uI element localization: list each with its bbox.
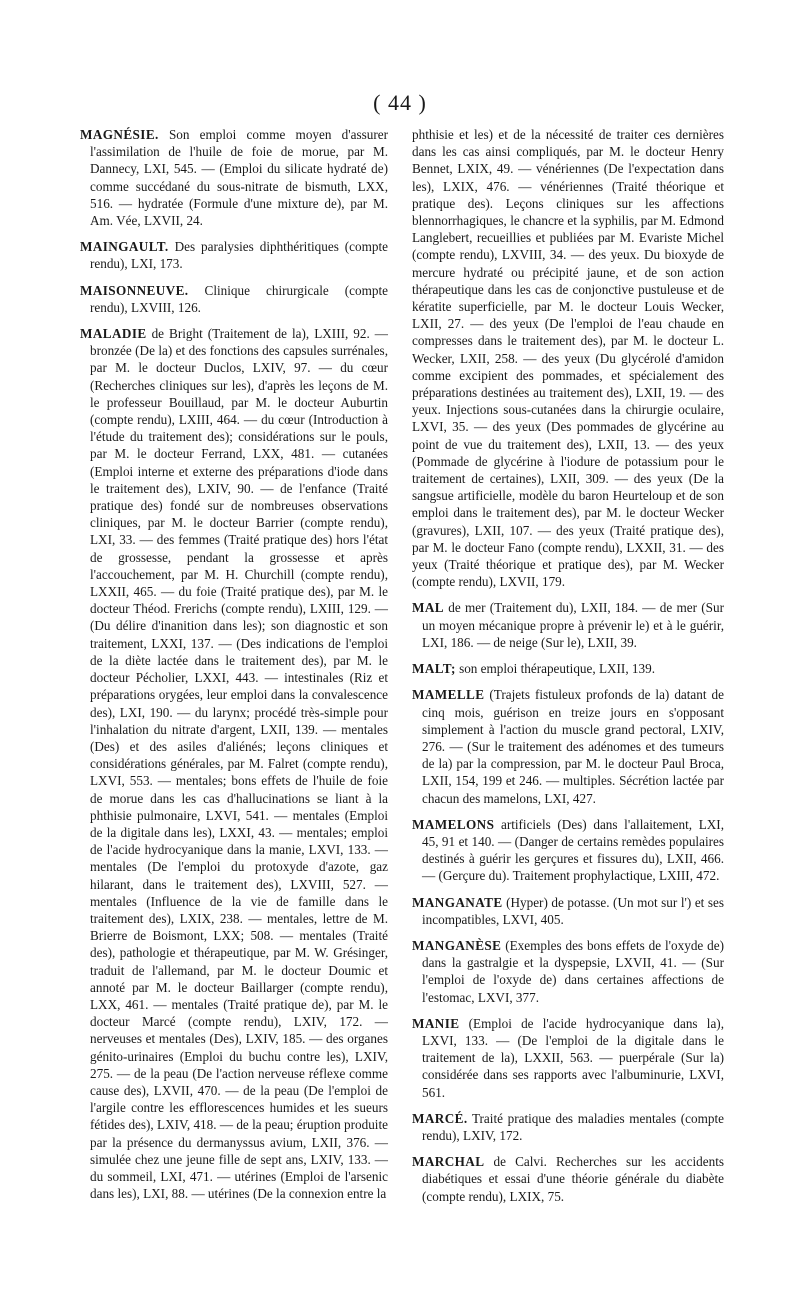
- entry-headword: MAISONNEUVE.: [80, 282, 189, 298]
- index-entry: [412, 894, 724, 928]
- entry-text: artificiels (Des) dans l'allaitement, LXI, 45, 91 et 140. — (Danger de certains remèdes populaires destinés à guérir les gerçures et fissures du), LXII, 466. — (Gerçure du). Traitement prophylactique, LXIII, 472.: [422, 816, 724, 884]
- index-entry: [412, 599, 724, 651]
- entry-text: de Calvi. Recherches sur les accidents diabétiques et essai d'une théorie générale du diabète (compte rendu), LXIX, 75.: [422, 1154, 724, 1204]
- entry-text: phthisie et les) et de la nécessité de traiter ces dernières dans les cas ainsi compliqués, par M. le docteur Henry Bennet, LXIX, 49. — vénériennes (De l'expectation dans les), LXIX, 476. — vénériennes (Traité théorique et pratique des). Leçons cliniques sur les affections blennorrhagiques, le chancre et la syphilis, par M. Edmond Langlebert, recueillies et publiées par M. Evariste Michel (compte rendu), LXVIII, 34. — des yeux. Du bioxyde de mercure hydraté ou précipité jaune, et de son action thérapeutique dans les cas de conjonctive pustuleuse et de kératite superficielle, par M. le docteur Louis Wecker, LXII, 27. — des yeux (De l'emploi de l'eau chaude en compresses dans le traitement des), par M. le docteur L. Wecker, LXII, 258. — des yeux (Du glycérolé d'amidon comme excipient des pommades, et spécialement des préparations destinées au traitement des), LXII, 19. — des yeux. Injections sous-cutanées dans la chirurgie oculaire, LXVI, 35. — des yeux (Des pommades de glycérine au point de vue du traitement des), LXII, 13. — des yeux (Pommade de glycérine à l'iodure de potassium pour le traitement de certaines), LXII, 309. — des yeux (De la sangsue artificielle, modèle du baron Heurteloup et de son emploi dans le traitement des), par M. le docteur Wecker (gravures), LXII, 107. — des yeux (Traité pratique des), par M. le docteur Fano (compte rendu), LXXII, 31. — des yeux (Traité théorique et pratique des), par M. Wecker (compte rendu), LXVII, 179.: [412, 127, 724, 590]
- entry-text: Traité pratique des maladies mentales (compte rendu), LXIV, 172.: [422, 1110, 724, 1143]
- entry-text: Clinique chirurgicale (compte rendu), LXVIII, 126.: [90, 282, 388, 315]
- entry-headword: MANGANÈSE: [412, 937, 502, 953]
- entry-headword: MARCÉ.: [412, 1110, 468, 1126]
- entry-headword: MALT;: [412, 661, 456, 677]
- entry-text: (Hyper) de potasse. (Un mot sur l') et ses incompatibles, LXVI, 405.: [422, 894, 724, 927]
- index-entry: [412, 1015, 724, 1101]
- entry-text: de mer (Traitement du), LXII, 184. — de mer (Sur un moyen mécanique propre à prévenir le) et à le guérir, LXI, 186. — de neige (Sur le), LXII, 39.: [422, 600, 724, 650]
- entry-text: son emploi thérapeutique, LXII, 139.: [455, 661, 655, 677]
- left-column: [80, 126, 388, 1211]
- entry-headword: MANGANATE: [412, 894, 503, 910]
- entry-text: Des paralysies diphthéritiques (compte rendu), LXI, 173.: [90, 239, 388, 272]
- index-entry: [412, 1153, 724, 1205]
- right-column: [412, 126, 724, 1214]
- entry-text: (Emploi de l'acide hydrocyanique dans la), LXVI, 133. — (De l'emploi de la digitale dans le traitement de la), LXXII, 563. — puerpérale (Sur la) considérée dans ses rapports avec l'albuminurie, LXVI, 561.: [422, 1015, 724, 1100]
- entry-text: (Trajets fistuleux profonds de la) datant de cinq mois, guérison en treize jours en s'opposant simplement à l'action du muscle grand pectoral, LXIV, 276. — (Sur le traitement des adénomes et des tumeurs de la) par la compression, par M. le docteur Paul Broca, LXII, 154, 199 et 246. — multiples. Sécrétion lactée par chacun des mamelons, LXI, 427.: [422, 687, 724, 806]
- index-entry: [412, 1110, 724, 1144]
- entry-headword: MAL: [412, 600, 444, 616]
- entry-headword: MAGNÉSIE.: [80, 127, 159, 142]
- entry-text: (Exemples des bons effets de l'oxyde de) dans la gastralgie et la dyspepsie, LXVII, 41. — (Sur l'emploi de l'oxyde de) dans certaines affections de l'estomac, LXVI, 377.: [422, 937, 724, 1005]
- index-entry: [80, 238, 388, 272]
- entry-headword: MANIE: [412, 1015, 460, 1031]
- index-entry: [412, 660, 724, 677]
- page-number: ( 44 ): [373, 90, 427, 115]
- index-entry: [80, 126, 388, 229]
- index-entry: [412, 816, 724, 885]
- entry-text: Son emploi comme moyen d'assurer l'assimilation de l'huile de foie de morue, par M. Dannecy, LXI, 545. — (Emploi du silicate hydraté de) comme succédané du sous-nitrate de bismuth, LXX, 516. — hydratée (Formule d'une mixture de), par M. Am. Vée, LXVII, 24.: [90, 127, 388, 229]
- index-entry: [412, 937, 724, 1006]
- entry-text: de Bright (Traitement de la), LXIII, 92. — bronzée (De la) et des fonctions des capsules surrénales, par M. le docteur Duclos, LXIV, 97. — du cœur (Recherches cliniques sur les), d'après les leçons de M. le professeur Bouillaud, par M. le docteur Auburtin (compte rendu), LXIII, 464. — du cœur (Introduction à l'étude du traitement des); considérations sur le pouls, par M. le docteur Ferrand, LXX, 481. — cutanées (Emploi interne et externe des préparations d'iode dans le traitement des), LXIV, 90. — de l'enfance (Traité pratique des) fondé sur de nombreuses observations cliniques, par M. le docteur Barrier (compte rendu), LXI, 33. — des femmes (Traité pratique des) hors l'état de grossesse, pendant la grossesse et après l'accouchement, par M. H. Churchill (compte rendu), LXXII, 465. — du foie (Traité pratique des), par M. le docteur Théod. Frerichs (compte rendu), LXIII, 129. — (Du délire d'inanition dans les); son diagnostic et son traitement, LXXI, 137. — (Des indications de l'emploi de la diète lactée dans le traitement des), par M. le docteur Pécholier, LXXI, 443. — intestinales (Riz et préparations orygées, leur emploi dans la convalescence des), LXI, 190. — du larynx; procédé très-simple pour l'inhalation du nitrate d'argent, LXII, 139. — mentales (Des) et des asiles d'aliénés; leçons cliniques et considérations générales, par M. Falret (compte rendu), LXVI, 553. — mentales; bons effets de l'huile de foie de morue dans les cas d'hallucinations se liant à la phthisie pulmonaire, LXVI, 541. — mentales (Emploi de la digitale dans les), LXXI, 43. — mentales; emploi de l'acide hydrocyanique dans la manie, LXVI, 133. — mentales (De l'emploi du protoxyde d'azote, gaz hilarant, dans le traitement des), LXVIII, 527. — mentales (Influence de la vie de famille dans le traitement des), LXIX, 238. — mentales, lettre de M. Brierre de Boismont, LXX; 508. — mentales (Traité des), pathologie et thérapeutique, par M. W. Grésinger, traduit de l'allemand, par M. le docteur Doumic et annoté par M. le docteur Baillarger (compte rendu), LXX, 461. — mentales (Traité pratique de), par M. le docteur Marcé (compte rendu), LXIV, 172. — nerveuses et mentales (Des), LXIV, 185. — des organes génito-urinaires (Emploi du buchu contre les), LXIV, 275. — de la peau (De l'action nerveuse réflexe comme cause des), LXVII, 470. — de la peau (De l'emploi de l'argile contre les efflorescences humides et les sueurs fétides des), LXIV, 418. — de la peau; éruption produite par la présence du dermanyssus avium, LXII, 376. — simulée chez une jeune fille de sept ans, LXIV, 133. — du sommeil, LXI, 471. — utérines (Emploi de l'arsenic dans les), LXI, 88. — utérines (De la connexion entre la: [90, 326, 388, 1202]
- entry-headword: MARCHAL: [412, 1154, 485, 1170]
- index-entry-continued: [412, 126, 724, 590]
- index-entry: [412, 686, 724, 806]
- entry-headword: MALADIE: [80, 326, 147, 342]
- entry-headword: MAMELLE: [412, 687, 485, 703]
- index-entry: [80, 282, 388, 316]
- entry-headword: MAMELONS: [412, 816, 495, 832]
- index-entry: [80, 325, 388, 1202]
- entry-headword: MAINGAULT.: [80, 239, 169, 255]
